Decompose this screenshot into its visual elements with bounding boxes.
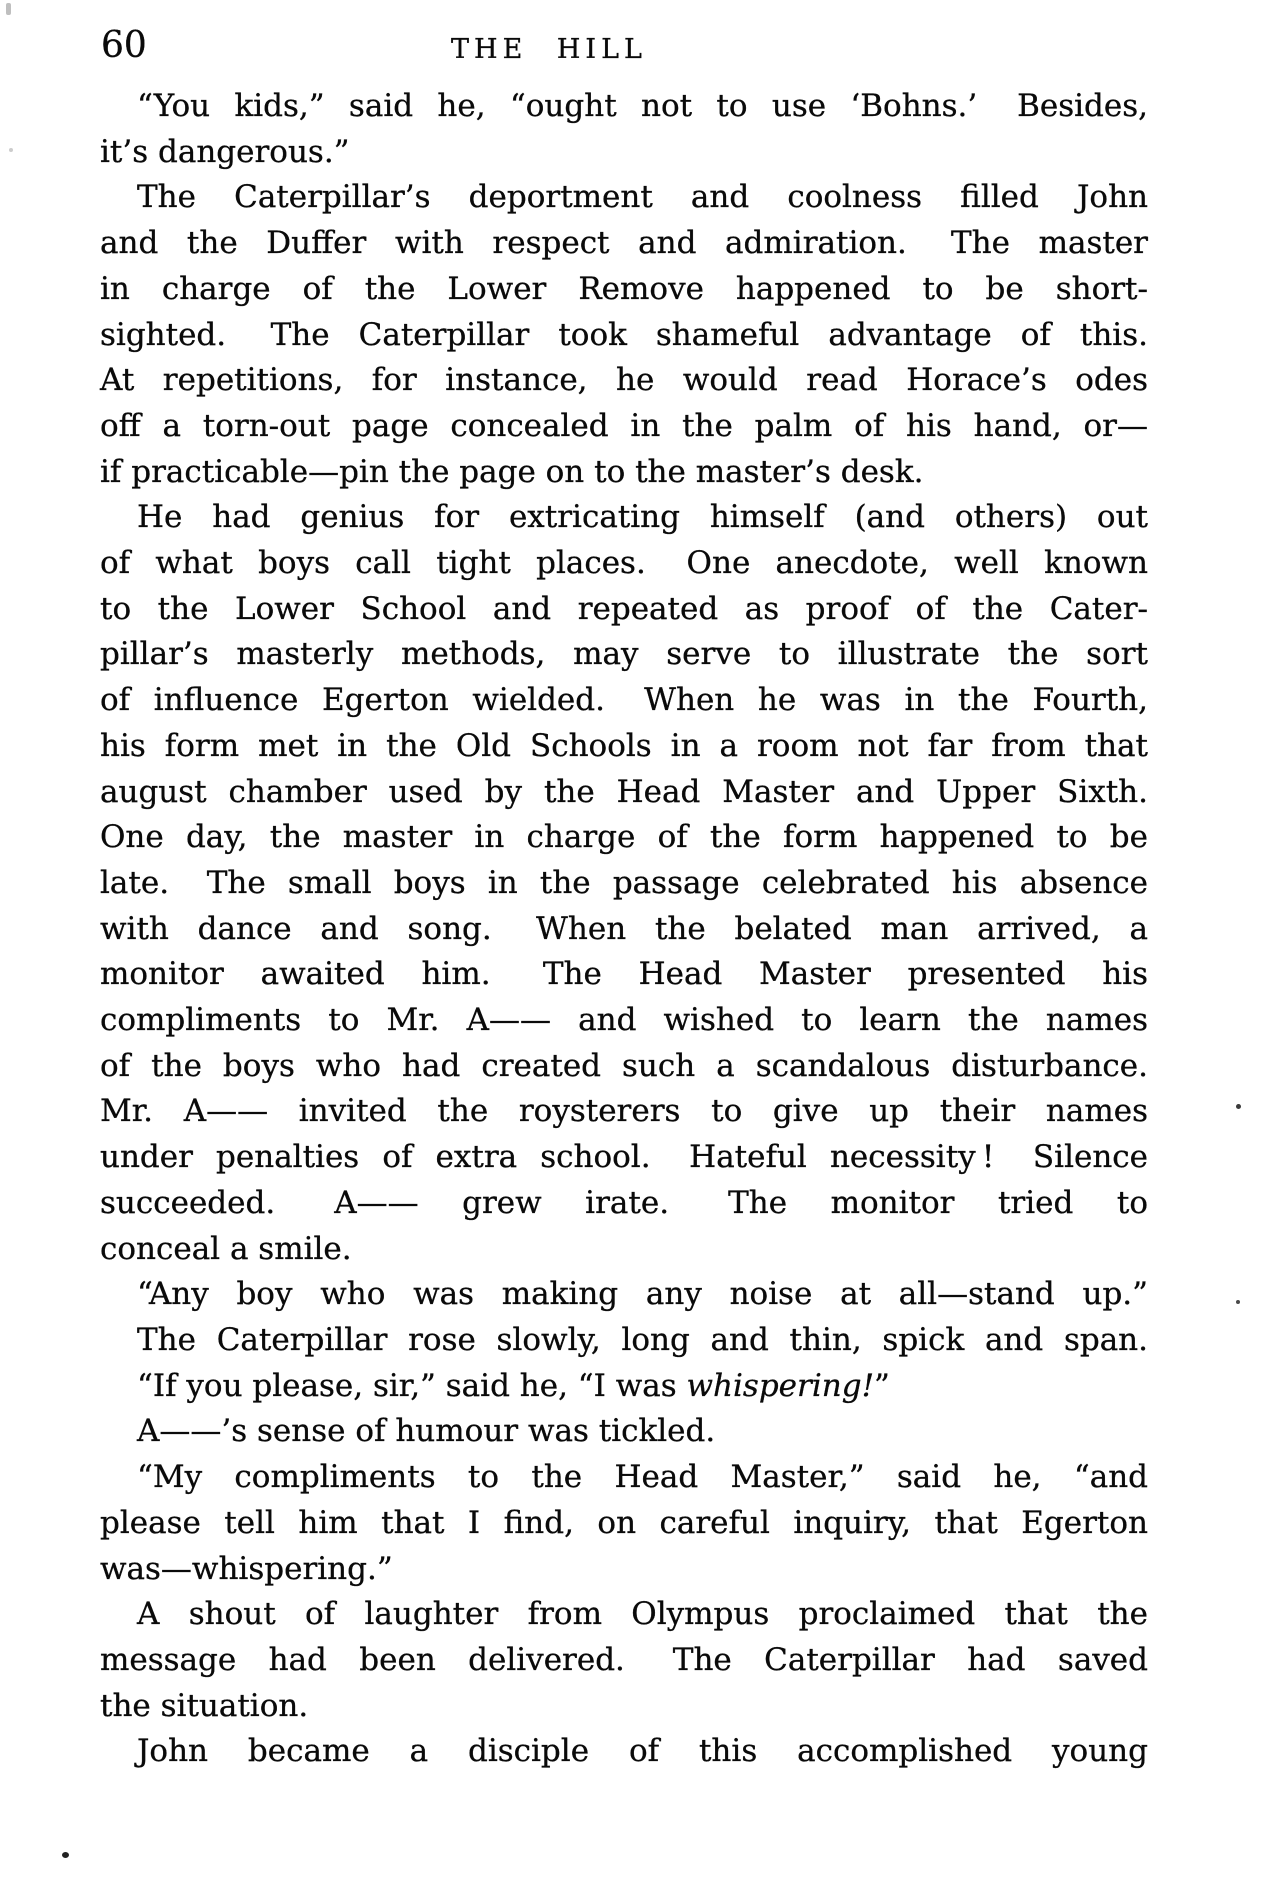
text-line bbox=[100, 450, 1148, 496]
text-line bbox=[100, 1592, 1148, 1638]
text-line bbox=[100, 1181, 1148, 1227]
text-run: and the Duffer with respect and admiration. The master bbox=[100, 225, 1148, 262]
text-line bbox=[100, 313, 1148, 359]
text-run: late. The small boys in the passage celebrated his absence bbox=[100, 864, 1148, 901]
text-line bbox=[100, 1044, 1148, 1090]
text-line bbox=[100, 1547, 1148, 1593]
text-run: John became a disciple of this accomplished young bbox=[137, 1733, 1148, 1770]
text-run: “My compliments to the Head Master,” said he, “and bbox=[137, 1459, 1148, 1496]
running-head: THE HILL bbox=[451, 34, 647, 65]
text-run: The Caterpillar rose slowly, long and thin, spick and span. bbox=[137, 1321, 1148, 1358]
text-run: off a torn-out page concealed in the palm of his hand, or— bbox=[100, 407, 1148, 444]
text-run: sighted. The Caterpillar took shameful advantage of this. bbox=[100, 316, 1148, 353]
scan-speck bbox=[9, 148, 13, 152]
text-line bbox=[100, 130, 1148, 176]
text-run: “Any boy who was making any noise at all—stand up.” bbox=[137, 1276, 1148, 1313]
text-line bbox=[100, 1729, 1148, 1775]
text-run: of influence Egerton wielded. When he was in the Fourth, bbox=[100, 682, 1148, 719]
text-run: if practicable—pin the page on to the master’s desk. bbox=[100, 453, 924, 490]
text-run: under penalties of extra school. Hateful necessity ! Silence bbox=[100, 1139, 1148, 1176]
text-run: One day, the master in charge of the form happened to be bbox=[100, 819, 1148, 856]
text-line bbox=[100, 1501, 1148, 1547]
text-run: was—whispering.” bbox=[100, 1550, 393, 1587]
text-run: “If you please, sir,” said he, “I was bbox=[137, 1367, 687, 1404]
text-line bbox=[100, 952, 1148, 998]
scan-speck bbox=[1236, 1300, 1240, 1304]
scan-speck bbox=[1236, 1104, 1241, 1109]
text-run: with dance and song. When the belated man arrived, a bbox=[100, 910, 1148, 947]
text-line bbox=[100, 1409, 1148, 1455]
text-line bbox=[100, 1089, 1148, 1135]
text-run: of the boys who had created such a scandalous disturbance. bbox=[100, 1047, 1148, 1084]
text-line bbox=[100, 632, 1148, 678]
text-line bbox=[100, 770, 1148, 816]
page-number: 60 bbox=[101, 25, 147, 66]
text-run: A shout of laughter from Olympus proclaimed that the bbox=[137, 1596, 1148, 1633]
text-run: to the Lower School and repeated as proof of the Cater- bbox=[100, 590, 1148, 627]
text-run: compliments to Mr. A—— and wished to learn the names bbox=[100, 1002, 1148, 1039]
text-run: his form met in the Old Schools in a room not far from that bbox=[100, 727, 1148, 764]
text-run: succeeded. A—— grew irate. The monitor tried to bbox=[100, 1184, 1148, 1221]
text-line bbox=[100, 541, 1148, 587]
text-line bbox=[100, 267, 1148, 313]
text-run: The Caterpillar’s deportment and coolness filled John bbox=[137, 179, 1148, 216]
text-line bbox=[100, 84, 1148, 130]
text-line bbox=[100, 998, 1148, 1044]
text-run: pillar’s masterly methods, may serve to illustrate the sort bbox=[100, 636, 1148, 673]
text-line bbox=[100, 861, 1148, 907]
scan-speck bbox=[6, 3, 11, 15]
text-line bbox=[100, 221, 1148, 267]
text-line bbox=[100, 815, 1148, 861]
text-line bbox=[100, 1455, 1148, 1501]
text-line bbox=[100, 1227, 1148, 1273]
text-run: A——’s sense of humour was tickled. bbox=[137, 1413, 716, 1450]
text-line bbox=[100, 1135, 1148, 1181]
text-run: He had genius for extricating himself (and others) out bbox=[137, 499, 1148, 536]
text-line bbox=[100, 907, 1148, 953]
text-run: august chamber used by the Head Master and Upper Sixth. bbox=[100, 773, 1148, 810]
text-run: of what boys call tight places. One anecdote, well known bbox=[100, 545, 1148, 582]
text-run: the situation. bbox=[100, 1687, 309, 1724]
text-run: it’s dangerous.” bbox=[100, 133, 350, 170]
text-line bbox=[100, 358, 1148, 404]
text-line bbox=[100, 678, 1148, 724]
text-run: “You kids,” said he, “ought not to use ‘Bohns.’ Besides, bbox=[137, 88, 1148, 124]
text-run: ” bbox=[874, 1367, 890, 1404]
text-line bbox=[100, 404, 1148, 450]
text-run: Mr. A—— invited the roysterers to give up their names bbox=[100, 1093, 1148, 1130]
text-line bbox=[100, 1638, 1148, 1684]
text-run: At repetitions, for instance, he would read Horace’s odes bbox=[100, 362, 1148, 399]
text-run: message had been delivered. The Caterpillar had saved bbox=[100, 1641, 1148, 1678]
text-line bbox=[100, 1684, 1148, 1730]
text-line bbox=[100, 724, 1148, 770]
text-line bbox=[100, 1318, 1148, 1364]
text-line bbox=[100, 1364, 1148, 1410]
text-line bbox=[100, 1272, 1148, 1318]
text-run: monitor awaited him. The Head Master presented his bbox=[100, 956, 1148, 993]
text-run: whispering! bbox=[686, 1367, 875, 1404]
text-run: please tell him that I find, on careful inquiry, that Egerton bbox=[100, 1504, 1148, 1541]
text-line bbox=[100, 587, 1148, 633]
text-line bbox=[100, 495, 1148, 541]
page-text bbox=[100, 84, 1148, 1775]
scan-speck bbox=[62, 1852, 69, 1858]
text-run: conceal a smile. bbox=[100, 1230, 352, 1267]
text-line bbox=[100, 175, 1148, 221]
text-run: in charge of the Lower Remove happened to be short- bbox=[100, 270, 1148, 307]
